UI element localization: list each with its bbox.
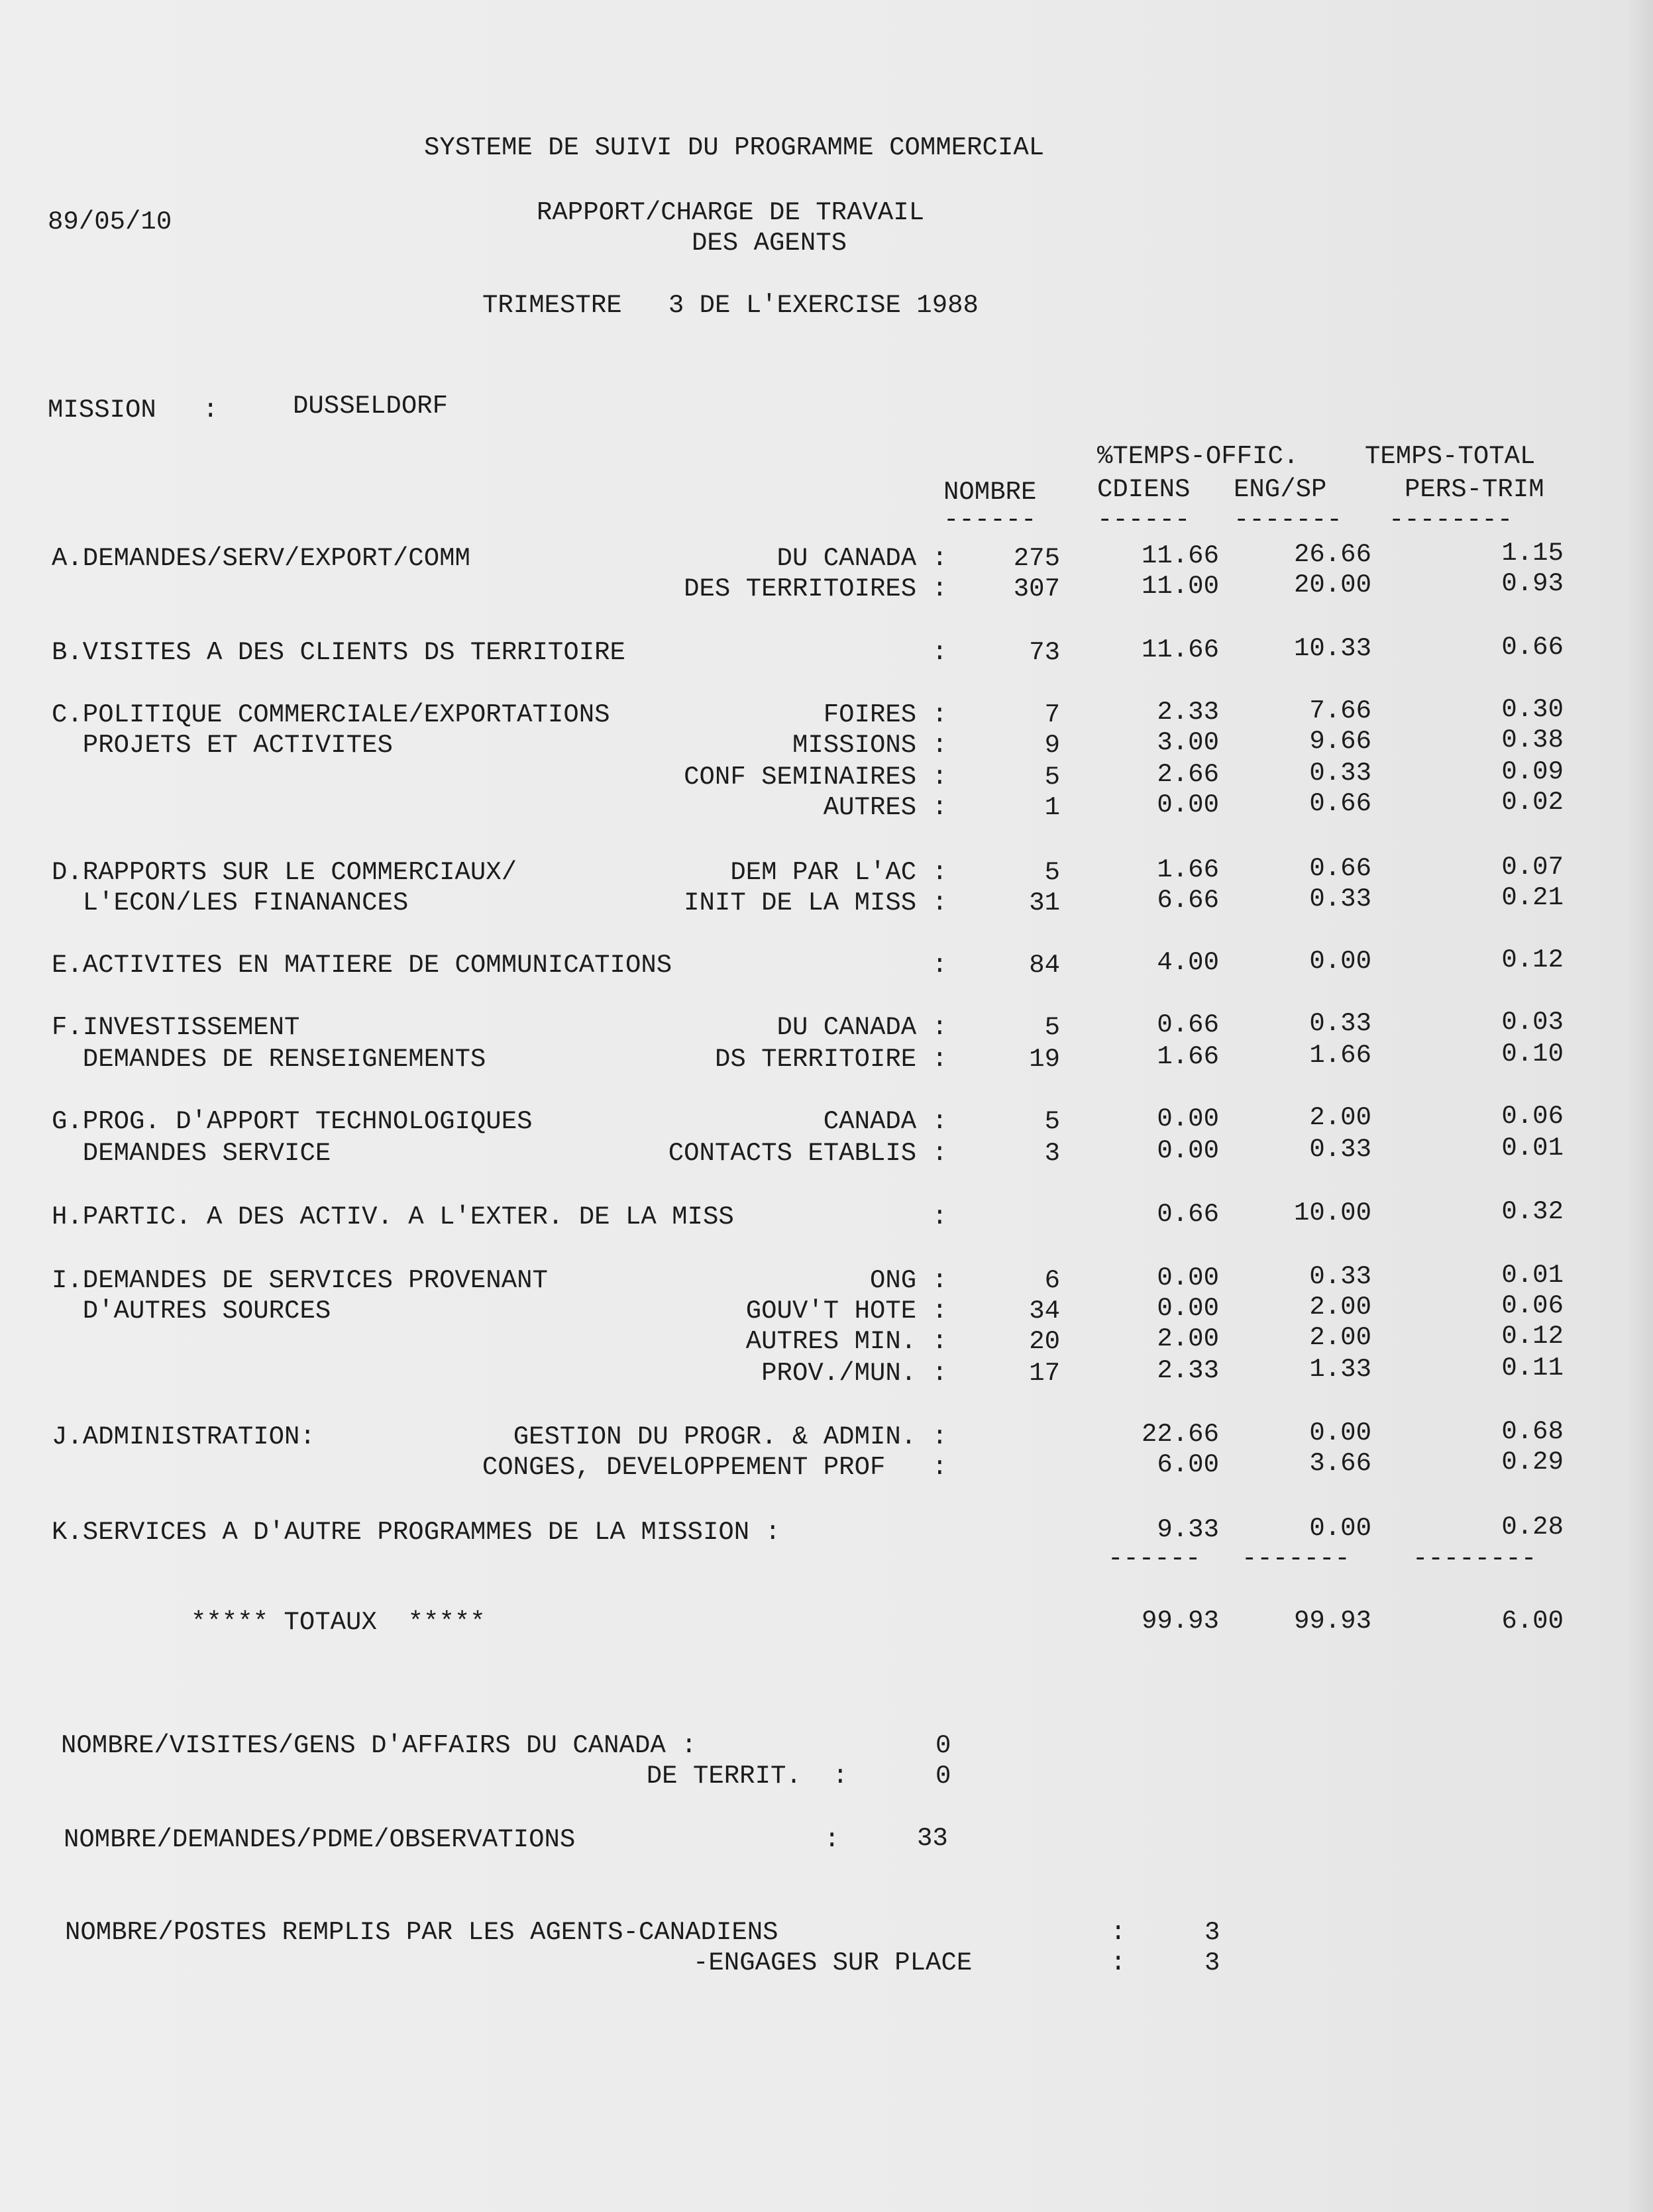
row-subcategory: CONF SEMINAIRES : — [684, 763, 947, 792]
row-category: DEMANDES SERVICE — [52, 1139, 331, 1168]
row-pers-trim: 0.11 — [1501, 1353, 1564, 1383]
row-subcategory: DEM PAR L'AC : — [730, 858, 947, 887]
row-cdiens: 0.00 — [1157, 790, 1219, 819]
row-cdiens: 2.33 — [1157, 698, 1219, 727]
row-pers-trim: 0.09 — [1501, 757, 1564, 786]
row-nombre: 5 — [1044, 1107, 1060, 1136]
row-subcategory: GOUV'T HOTE : — [745, 1296, 947, 1326]
row-pers-trim: 0.02 — [1501, 788, 1564, 817]
row-subcategory: MISSIONS : — [792, 731, 947, 760]
mission-label: MISSION : — [48, 395, 219, 425]
col-underline-nombre: ------ — [943, 505, 1037, 535]
row-subcategory: : — [932, 1202, 947, 1232]
col-header-eng-sp: ENG/SP — [1234, 475, 1327, 504]
demandes-colon: : — [824, 1825, 840, 1854]
row-subcategory: AUTRES MIN. : — [745, 1327, 947, 1356]
engages-colon: : — [1110, 1948, 1126, 1977]
row-subcategory: GESTION DU PROGR. & ADMIN. : — [513, 1422, 947, 1451]
row-category: E.ACTIVITES EN MATIERE DE COMMUNICATIONS — [52, 951, 672, 980]
row-eng-sp: 0.66 — [1309, 854, 1371, 883]
row-eng-sp: 0.33 — [1309, 1009, 1371, 1038]
row-cdiens: 22.66 — [1141, 1420, 1219, 1449]
row-eng-sp: 0.00 — [1309, 947, 1371, 976]
row-category: D'AUTRES SOURCES — [52, 1296, 331, 1326]
postes-value: 3 — [1204, 1918, 1220, 1947]
row-eng-sp: 0.33 — [1309, 1262, 1371, 1291]
visites-label: NOMBRE/VISITES/GENS D'AFFAIRS DU CANADA : — [61, 1731, 697, 1760]
row-cdiens: 0.66 — [1157, 1200, 1219, 1229]
row-eng-sp: 3.66 — [1309, 1449, 1371, 1478]
row-nombre: 31 — [1029, 888, 1060, 918]
totals-cdiens: 99.93 — [1141, 1606, 1219, 1636]
row-pers-trim: 0.10 — [1501, 1039, 1564, 1069]
row-eng-sp: 0.33 — [1309, 1135, 1371, 1164]
row-cdiens: 3.00 — [1157, 728, 1219, 757]
engages-value: 3 — [1204, 1948, 1220, 1977]
row-category: G.PROG. D'APPORT TECHNOLOGIQUES — [52, 1107, 533, 1136]
row-nombre: 275 — [1013, 544, 1060, 573]
row-nombre: 19 — [1029, 1045, 1060, 1074]
row-cdiens: 4.00 — [1157, 948, 1219, 977]
row-nombre: 84 — [1029, 951, 1060, 980]
system-title: SYSTEME DE SUIVI DU PROGRAMME COMMERCIAL — [424, 133, 1045, 162]
row-nombre: 9 — [1044, 731, 1060, 760]
row-eng-sp: 2.00 — [1309, 1292, 1371, 1322]
col-header-pers-trim: PERS-TRIM — [1405, 475, 1544, 504]
row-subcategory: CANADA : — [823, 1107, 947, 1136]
report-date: 89/05/10 — [48, 207, 172, 237]
row-pers-trim: 0.12 — [1501, 1322, 1564, 1351]
row-subcategory: DU CANADA : — [776, 1013, 947, 1042]
total-underline-eng-sp: ------- — [1242, 1544, 1350, 1573]
row-eng-sp: 1.66 — [1309, 1041, 1371, 1070]
row-eng-sp: 9.66 — [1309, 727, 1371, 756]
row-cdiens: 0.00 — [1157, 1294, 1219, 1323]
row-category: H.PARTIC. A DES ACTIV. A L'EXTER. DE LA MISS — [52, 1202, 734, 1232]
visites-value: 0 — [935, 1731, 951, 1760]
row-pers-trim: 0.68 — [1501, 1417, 1564, 1446]
row-nombre: 17 — [1029, 1359, 1060, 1388]
row-subcategory: CONGES, DEVELOPPEMENT PROF : — [482, 1453, 947, 1482]
row-category: D.RAPPORTS SUR LE COMMERCIAUX/ — [52, 858, 517, 887]
row-pers-trim: 0.32 — [1501, 1197, 1564, 1226]
row-nombre: 5 — [1044, 763, 1060, 792]
row-subcategory: DU CANADA : — [776, 544, 947, 573]
col-header-temps-total: TEMPS-TOTAL — [1365, 442, 1536, 471]
row-cdiens: 0.00 — [1157, 1104, 1219, 1133]
row-cdiens: 6.66 — [1157, 886, 1219, 915]
row-pers-trim: 0.01 — [1501, 1133, 1564, 1163]
row-pers-trim: 1.15 — [1501, 539, 1564, 568]
row-subcategory: FOIRES : — [823, 700, 947, 729]
row-nombre: 34 — [1029, 1296, 1060, 1326]
col-underline-cdiens: ------ — [1097, 505, 1191, 535]
row-cdiens: 6.00 — [1157, 1450, 1219, 1479]
row-pers-trim: 0.01 — [1501, 1261, 1564, 1290]
row-pers-trim: 0.93 — [1501, 569, 1564, 598]
row-subcategory: CONTACTS ETABLIS : — [668, 1139, 947, 1168]
demandes-label: NOMBRE/DEMANDES/PDME/OBSERVATIONS — [64, 1825, 576, 1854]
row-pers-trim: 0.06 — [1501, 1291, 1564, 1320]
row-pers-trim: 0.66 — [1501, 633, 1564, 662]
postes-colon: : — [1110, 1918, 1126, 1947]
row-eng-sp: 1.33 — [1309, 1355, 1371, 1384]
row-nombre: 20 — [1029, 1327, 1060, 1356]
row-eng-sp: 0.00 — [1309, 1418, 1371, 1448]
row-cdiens: 0.00 — [1157, 1136, 1219, 1165]
row-subcategory: ONG : — [869, 1266, 947, 1295]
row-subcategory: AUTRES : — [823, 793, 947, 822]
row-nombre: 73 — [1029, 638, 1060, 667]
row-nombre: 5 — [1044, 1013, 1060, 1042]
row-eng-sp: 0.33 — [1309, 759, 1371, 788]
row-cdiens: 11.00 — [1141, 572, 1219, 601]
total-underline-cdiens: ------ — [1108, 1544, 1201, 1573]
row-eng-sp: 26.66 — [1293, 540, 1371, 569]
row-cdiens: 1.66 — [1157, 855, 1219, 884]
row-eng-sp: 20.00 — [1293, 570, 1371, 600]
row-eng-sp: 10.33 — [1293, 634, 1371, 663]
row-nombre: 6 — [1044, 1266, 1060, 1295]
row-pers-trim: 0.07 — [1501, 853, 1564, 882]
totals-label: ***** TOTAUX ***** — [191, 1608, 486, 1637]
row-eng-sp: 2.00 — [1309, 1323, 1371, 1352]
col-header-nombre: NOMBRE — [943, 478, 1037, 507]
row-cdiens: 9.33 — [1157, 1515, 1219, 1544]
mission-value: DUSSELDORF — [293, 392, 449, 421]
row-nombre: 7 — [1044, 700, 1060, 729]
engages-label: -ENGAGES SUR PLACE — [693, 1948, 973, 1977]
row-eng-sp: 0.00 — [1309, 1514, 1371, 1543]
row-eng-sp: 2.00 — [1309, 1103, 1371, 1132]
row-eng-sp: 7.66 — [1309, 696, 1371, 725]
row-category: J.ADMINISTRATION: — [52, 1422, 315, 1451]
row-category: L'ECON/LES FINANANCES — [52, 888, 409, 918]
demandes-value: 33 — [917, 1824, 948, 1853]
row-subcategory: : — [932, 951, 947, 980]
row-cdiens: 2.00 — [1157, 1324, 1219, 1353]
row-nombre: 307 — [1013, 574, 1060, 604]
col-header-temps-offic: %TEMPS-OFFIC. — [1097, 442, 1299, 471]
row-pers-trim: 0.38 — [1501, 725, 1564, 755]
row-subcategory: INIT DE LA MISS : — [684, 888, 947, 918]
total-underline-pers-trim: -------- — [1413, 1544, 1537, 1573]
report-title-line1: RAPPORT/CHARGE DE TRAVAIL — [537, 198, 925, 227]
quarter-line: TRIMESTRE 3 DE L'EXERCISE 1988 — [482, 291, 979, 320]
row-category: C.POLITIQUE COMMERCIALE/EXPORTATIONS — [52, 700, 610, 729]
row-subcategory: DS TERRITOIRE : — [714, 1045, 947, 1074]
territ-value: 0 — [935, 1762, 951, 1791]
row-category: K.SERVICES A D'AUTRE PROGRAMMES DE LA MISSION : — [52, 1518, 780, 1547]
col-underline-pers-trim: -------- — [1389, 505, 1513, 535]
row-pers-trim: 0.29 — [1501, 1448, 1564, 1477]
row-subcategory: PROV./MUN. : — [761, 1359, 947, 1388]
row-pers-trim: 0.28 — [1501, 1512, 1564, 1542]
postes-label: NOMBRE/POSTES REMPLIS PAR LES AGENTS-CANADIENS — [65, 1918, 778, 1947]
row-category: I.DEMANDES DE SERVICES PROVENANT — [52, 1266, 548, 1295]
page-edge-shadow — [1629, 0, 1653, 2212]
row-pers-trim: 0.03 — [1501, 1008, 1564, 1037]
row-eng-sp: 0.66 — [1309, 789, 1371, 818]
row-nombre: 5 — [1044, 858, 1060, 887]
row-cdiens: 2.66 — [1157, 760, 1219, 789]
totals-eng-sp: 99.93 — [1293, 1606, 1371, 1636]
row-pers-trim: 0.21 — [1501, 883, 1564, 912]
row-cdiens: 1.66 — [1157, 1042, 1219, 1071]
row-cdiens: 0.66 — [1157, 1010, 1219, 1039]
row-subcategory: : — [932, 638, 947, 667]
row-category: A.DEMANDES/SERV/EXPORT/COMM — [52, 544, 470, 573]
row-subcategory: DES TERRITOIRES : — [684, 574, 947, 604]
row-nombre: 1 — [1044, 793, 1060, 822]
territ-label: DE TERRIT. : — [646, 1762, 848, 1791]
row-category: F.INVESTISSEMENT — [52, 1013, 300, 1042]
row-pers-trim: 0.30 — [1501, 695, 1564, 724]
totals-pers-trim: 6.00 — [1501, 1606, 1564, 1636]
row-cdiens: 2.33 — [1157, 1356, 1219, 1385]
row-nombre: 3 — [1044, 1139, 1060, 1168]
row-category: DEMANDES DE RENSEIGNEMENTS — [52, 1045, 486, 1074]
row-cdiens: 11.66 — [1141, 541, 1219, 570]
row-pers-trim: 0.12 — [1501, 945, 1564, 974]
row-category: PROJETS ET ACTIVITES — [52, 731, 393, 760]
row-eng-sp: 0.33 — [1309, 884, 1371, 914]
report-title-line2: DES AGENTS — [692, 229, 847, 258]
row-pers-trim: 0.06 — [1501, 1102, 1564, 1131]
row-eng-sp: 10.00 — [1293, 1198, 1371, 1228]
row-cdiens: 11.66 — [1141, 635, 1219, 664]
col-header-cdiens: CDIENS — [1097, 475, 1191, 504]
row-category: B.VISITES A DES CLIENTS DS TERRITOIRE — [52, 638, 625, 667]
row-cdiens: 0.00 — [1157, 1263, 1219, 1292]
col-underline-eng-sp: ------- — [1234, 505, 1342, 535]
